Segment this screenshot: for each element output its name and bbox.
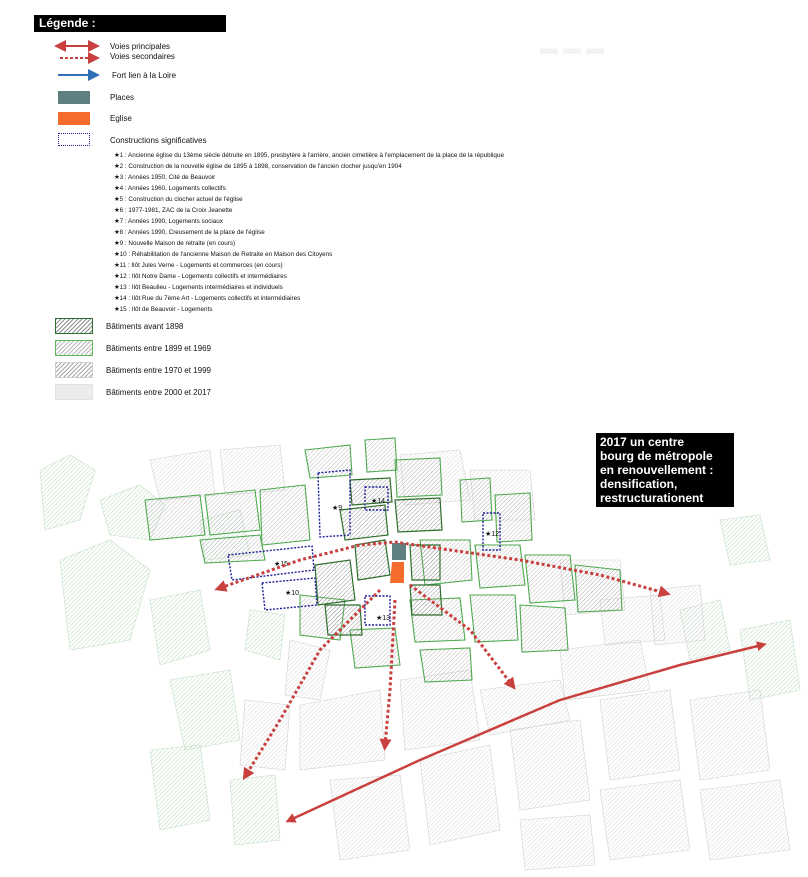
- church: [390, 562, 404, 583]
- legend-places: Places: [110, 93, 135, 102]
- label-14: ★14: [371, 498, 386, 505]
- legend-item: ★7 : Années 1990, Logements sociaux: [114, 218, 223, 225]
- legend-item: ★15 : Ilôt de Beauvoir - Logements: [114, 306, 213, 313]
- legend-buildings-1899-1969: Bâtiments entre 1899 et 1969: [106, 344, 211, 353]
- legend-buildings-1970-1999: Bâtiments entre 1970 et 1999: [106, 366, 211, 375]
- legend-buildings-2000-2017: Bâtiments entre 2000 et 2017: [106, 388, 211, 397]
- label-12: ★12: [485, 531, 500, 538]
- faint-headline: ▬ ▬ ▬: [540, 38, 605, 58]
- legend-buildings-pre1898: Bâtiments avant 1898: [106, 322, 184, 331]
- legend-title: Légende :: [34, 15, 226, 32]
- legend-item: ★6 : 1977-1981, ZAC de la Croix Jeanette: [114, 207, 233, 214]
- label-13: ★13: [376, 615, 391, 622]
- info-line: 2017 un centre: [600, 435, 685, 449]
- legend-item: ★3 : Années 1950, Cité de Beauvoir: [114, 174, 216, 181]
- legend-item: ★9 : Nouvelle Maison de retraite (en cours): [114, 240, 236, 247]
- label-15: ★15: [274, 561, 289, 568]
- legend-item: ★11 : Ilôt Jules Verne - Logements et commerces (en cours): [114, 262, 283, 269]
- legend-item: ★5 : Construction du clocher actuel de l'église: [114, 196, 243, 203]
- legend-item: ★8 : Années 1990, Creusement de la place de l'église: [114, 229, 265, 236]
- legend-item: ★10 : Réhabilitation de l'ancienne Maison de Retraite en Maison des Citoyens: [114, 251, 333, 258]
- info-line: restructurationent: [600, 491, 704, 505]
- legend-constructions: Constructions significatives: [110, 136, 207, 145]
- info-box: [596, 433, 734, 507]
- legend-voies-secondaires: Voies secondaires: [110, 52, 175, 61]
- info-line: densification,: [600, 477, 678, 491]
- info-line: bourg de métropole: [600, 449, 713, 463]
- legend-item: ★13 : Ilôt Beaulieu - Logements intermédiaires et individuels: [114, 284, 283, 291]
- label-10: ★10: [285, 590, 300, 597]
- place-square: [392, 543, 406, 560]
- legend-fort-lien: Fort lien à la Loire: [112, 71, 177, 80]
- legend-item: ★2 : Construction de la nouvelle église de 1895 à 1898, conservation de l'ancien clocher jusqu'en 1904: [114, 163, 402, 170]
- legend-item: ★1 : Ancienne église du 13ème siècle détruite en 1895, presbytère à l'arrière, ancien cimetière à l'emplacement de la place de la république: [114, 152, 504, 159]
- legend-item: ★12 : Ilôt Notre Dame - Logements collectifs et intermédiaires: [114, 273, 287, 280]
- legend-item: ★4 : Années 1960, Logements collectifs: [114, 185, 226, 192]
- info-line: en renouvellement :: [600, 463, 714, 477]
- legend-eglise: Eglise: [110, 114, 132, 123]
- label-9: ★9: [332, 505, 343, 512]
- legend-item: ★14 : Ilôt Rue du 7ème Art - Logements collectifs et intermédiaires: [114, 295, 301, 302]
- legend-voies-principales: Voies principales: [110, 42, 171, 51]
